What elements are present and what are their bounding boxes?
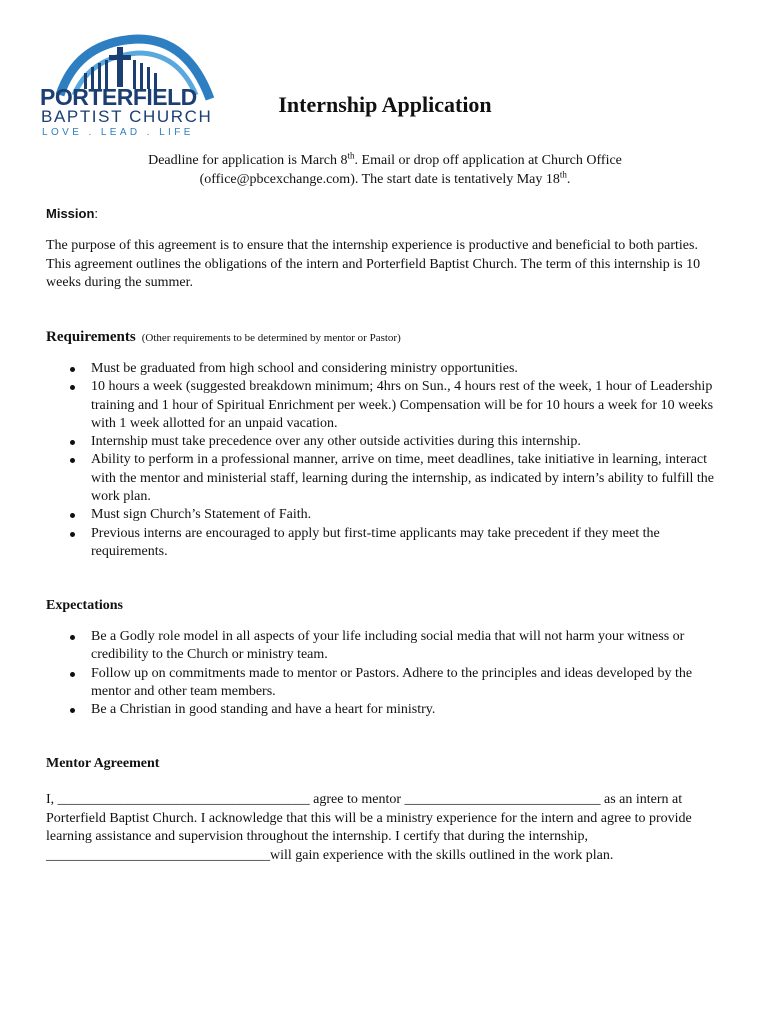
logo-name-line1: PORTERFIELD bbox=[40, 84, 197, 110]
mission-label bbox=[46, 206, 98, 221]
list-item: Be a Godly role model in all aspects of your life including social media that will not harm your witness or credibility to the Church or ministry team. bbox=[70, 628, 726, 665]
logo-name-line2: BAPTIST CHURCH bbox=[41, 107, 213, 126]
list-item: Previous interns are encouraged to apply but first-time applicants may take precedent if they meet the requirements. bbox=[70, 525, 726, 562]
expectations-list bbox=[70, 628, 726, 719]
mentor-agreement-text: I, ____________________________________ agree to mentor ____________________________ as an intern at Porterfield Baptist Church. I acknowledge that this will be a ministry experience for the intern and agree to provide learning assistance and supervision throughout the internship. I certify that during the internship, ________________________________will gain experience with the skills outlined in the work plan. bbox=[46, 792, 692, 863]
list-item: Ability to perform in a professional manner, arrive on time, meet deadlines, take initiative in learning, interact with the mentor and ministerial staff, learning during the internship, as indicated by intern’s ability to fulfill the work plan. bbox=[70, 451, 726, 506]
mission-label-colon: : bbox=[94, 206, 99, 221]
list-item: Internship must take precedence over any other outside activities during this internship. bbox=[70, 433, 726, 451]
list-item: 10 hours a week (suggested breakdown minimum; 4hrs on Sun., 4 hours rest of the week, 1 hour of Leadership training and 1 hour of Spiritual Enrichment per week.) Compensation will be for 10 hours a week for 10 weeks with 1 week allotted for an unpaid vacation. bbox=[70, 378, 726, 433]
requirements-heading bbox=[46, 329, 401, 346]
expectations-heading: Expectations bbox=[46, 598, 123, 613]
page-title: Internship Application bbox=[278, 92, 492, 117]
deadline-text-4: . bbox=[566, 172, 571, 187]
mission-label-text: Mission bbox=[46, 206, 95, 221]
deadline-text-2: . Email or drop off application at Church Office bbox=[354, 153, 622, 168]
deadline-text-1: Deadline for application is March 8 bbox=[148, 153, 348, 168]
requirements-list bbox=[70, 360, 726, 561]
logo-tagline: LOVE . LEAD . LIFE bbox=[42, 127, 194, 138]
mission-text: The purpose of this agreement is to ensure that the internship experience is productive and beneficial to both parties. This agreement outlines the obligations of the intern and Porterfield Baptist Church. The term of this internship is 10 weeks during the summer. bbox=[46, 238, 701, 290]
list-item: Must be graduated from high school and considering ministry opportunities. bbox=[70, 360, 726, 378]
list-item: Be a Christian in good standing and have a heart for ministry. bbox=[70, 701, 726, 719]
church-logo bbox=[38, 33, 218, 139]
mentor-agreement-heading: Mentor Agreement bbox=[46, 756, 160, 771]
requirements-note: (Other requirements to be determined by mentor or Pastor) bbox=[141, 332, 401, 344]
deadline-text-3: (office@pbcexchange.com). The start date is tentatively May 18 bbox=[199, 172, 560, 187]
requirements-heading-text: Requirements bbox=[46, 329, 136, 345]
list-item: Must sign Church’s Statement of Faith. bbox=[70, 506, 726, 524]
deadline-sup-2: th bbox=[559, 169, 567, 180]
deadline-notice bbox=[60, 151, 710, 189]
deadline-sup-1: th bbox=[347, 150, 355, 161]
list-item: Follow up on commitments made to mentor or Pastors. Adhere to the principles and ideas developed by the mentor and other team members. bbox=[70, 665, 726, 702]
